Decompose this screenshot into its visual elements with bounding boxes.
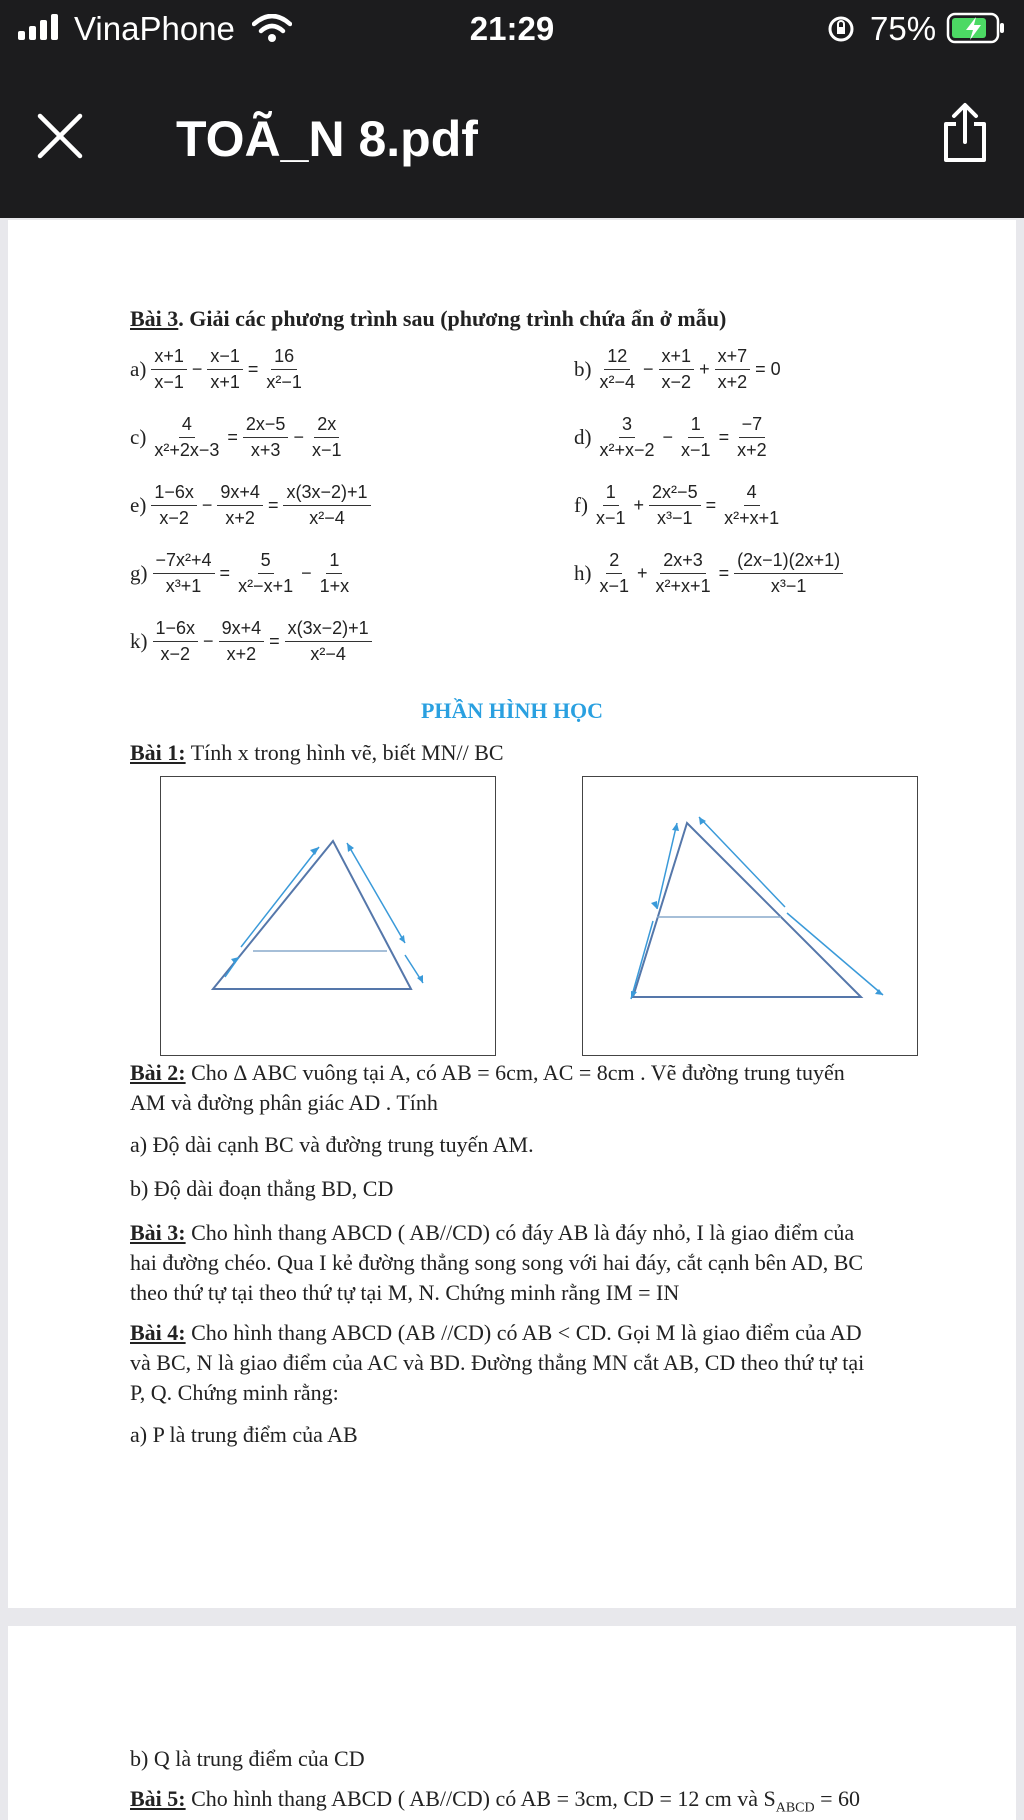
numerator: 5 (258, 550, 274, 574)
triangle-abc (633, 823, 861, 997)
fraction (317, 550, 353, 597)
numerator: 2 (606, 550, 622, 574)
operator: − (191, 359, 203, 379)
fraction (235, 550, 296, 597)
fraction (217, 482, 263, 529)
denominator: x²+x+1 (724, 508, 780, 528)
denominator: x+2 (226, 644, 257, 664)
operator: + (699, 359, 710, 379)
fraction (309, 414, 345, 461)
equation-e (130, 482, 373, 529)
numerator: 2x²−5 (649, 482, 701, 506)
fraction (283, 482, 370, 529)
bai2-part-a: a) Độ dài cạnh BC và đường trung tuyến AM. (130, 1132, 534, 1157)
equation-label: f) (574, 493, 588, 517)
operator: − (643, 359, 654, 379)
numerator: 1 (326, 550, 342, 574)
equation-label: b) (574, 357, 592, 381)
denominator: x²−1 (266, 372, 302, 392)
bai1-text: Bài 1: Tính x trong hình vẽ, biết MN// BC (130, 740, 504, 765)
numerator: 2x (314, 414, 339, 438)
denominator: x−1 (311, 440, 342, 460)
operator: + (633, 495, 645, 515)
document-title: TOÃ_N 8.pdf (176, 111, 478, 167)
numerator: 1−6x (151, 482, 197, 506)
denominator: x+2 (737, 440, 767, 460)
numerator: 1−6x (153, 618, 199, 642)
equation-g (130, 550, 354, 597)
operator: = (227, 427, 238, 447)
operator: − (662, 427, 674, 447)
equation-a (130, 346, 307, 393)
numerator: 3 (619, 414, 635, 438)
bai5-text: Bài 5: Cho hình thang ABCD ( AB//CD) có AB = 3cm, CD = 12 cm và $S_{ABCD} = 60$ (130, 1786, 861, 1816)
close-icon[interactable] (36, 112, 84, 160)
share-icon[interactable] (940, 102, 990, 164)
denominator: x−2 (159, 508, 189, 528)
equation-label: k) (130, 629, 148, 653)
fraction (243, 414, 289, 461)
arrowheads (231, 843, 423, 983)
equation-f (574, 482, 784, 529)
fraction (734, 550, 843, 597)
figure-1 (160, 776, 496, 1056)
fraction (151, 346, 187, 393)
denominator: x+2 (717, 372, 748, 392)
pdf-page-2 (8, 1626, 1016, 1820)
fraction (263, 346, 305, 393)
denominator: x−2 (160, 644, 191, 664)
battery-percent: 75% (870, 10, 937, 47)
fraction (207, 346, 243, 393)
fraction (678, 414, 714, 461)
bai4-part-a: a) P là trung điểm của AB (130, 1422, 358, 1447)
numerator: 4 (179, 414, 195, 438)
bai2-part-b: b) Độ dài đoạn thẳng BD, CD (130, 1176, 394, 1201)
fraction (659, 346, 695, 393)
denominator: x−2 (661, 372, 692, 392)
pdf-page-1 (8, 220, 1016, 1608)
numerator: x+1 (659, 346, 695, 370)
denominator: x²−4 (310, 644, 346, 664)
fraction (285, 618, 372, 665)
status-bar (0, 0, 1024, 56)
numerator: 9x+4 (219, 618, 265, 642)
denominator: x−1 (154, 372, 184, 392)
bai3-heading: Bài 3. Giải các phương trình sau (phương trình chứa ẩn ở mẫu) (130, 306, 727, 331)
arrow-6 (699, 817, 785, 907)
denominator: x+1 (210, 372, 240, 392)
equation-k (130, 618, 374, 665)
carrier-name: VinaPhone (74, 10, 235, 47)
fraction (715, 346, 751, 393)
bai2-text: Bài 2: Cho Δ ABC vuông tại A, có AB = 6cm, AC = 8cm . Vẽ đường trung tuyến AM và đường phân giác AD . Tính (130, 1060, 845, 1115)
numerator: 12 (604, 346, 630, 370)
arrowheads (631, 817, 883, 999)
operator: = 0 (755, 359, 781, 379)
figure-2 (582, 776, 918, 1056)
denominator: x²−x+1 (238, 576, 294, 596)
arrow-x (787, 913, 883, 995)
fraction (219, 618, 265, 665)
operator: + (637, 563, 648, 583)
equation-label: e) (130, 493, 147, 517)
denominator: x+2 (225, 508, 255, 528)
numerator: −7x²+4 (153, 550, 215, 574)
fraction (597, 550, 633, 597)
operator: = (269, 631, 280, 651)
numerator: −7 (739, 414, 766, 438)
fraction (151, 482, 197, 529)
denominator: x²+x+1 (655, 576, 711, 596)
fraction (597, 346, 639, 393)
numerator: 1 (603, 482, 619, 506)
operator: = (705, 495, 717, 515)
bai3-geometry-text: Bài 3: Cho hình thang ABCD ( AB//CD) có đáy AB là đáy nhỏ, I là giao điểm của hai đường chéo. Qua I kẻ đường thẳng song song với hai đáy, cắt cạnh bên AD, BC theo thứ tự tại theo thứ tự tại M, N. Chứng minh rằng IM = IN (130, 1220, 864, 1305)
operator: − (201, 495, 213, 515)
fraction (153, 618, 199, 665)
denominator: x²+x−2 (599, 440, 655, 460)
numerator: x+7 (715, 346, 751, 370)
denominator: x+3 (250, 440, 281, 460)
denominator: x−1 (681, 440, 711, 460)
equation-b (574, 346, 784, 393)
equation-d (574, 414, 772, 461)
numerator: x(3x−2)+1 (283, 482, 370, 506)
fraction (734, 414, 770, 461)
triangle-abc (213, 841, 411, 989)
numerator: x−1 (207, 346, 243, 370)
document-nav-bar (0, 56, 1024, 218)
geometry-section-title: PHẦN HÌNH HỌC (420, 698, 604, 723)
fraction (653, 550, 714, 597)
operator: = (219, 563, 231, 583)
bai4-text: Bài 4: Cho hình thang ABCD (AB //CD) có AB < CD. Gọi M là giao điểm của AD và BC, N là giao điểm của AC và BD. Đường thẳng MN cắt AB, CD theo thứ tự tại P, Q. Chứng minh rằng: (130, 1320, 865, 1405)
operator: − (301, 563, 312, 583)
numerator: 16 (271, 346, 297, 370)
denominator: x²+2x−3 (154, 440, 220, 460)
equation-label: c) (130, 425, 147, 449)
battery-charging-icon (946, 12, 1006, 44)
numerator: 4 (744, 482, 760, 506)
operator: = (718, 427, 730, 447)
numerator: 2x−5 (243, 414, 289, 438)
denominator: 1+x (319, 576, 350, 596)
equation-label: g) (130, 561, 148, 585)
denominator: x²−4 (599, 372, 636, 392)
denominator: x³−1 (770, 576, 807, 596)
fraction (593, 482, 629, 529)
equation-label: h) (574, 561, 592, 585)
numerator: x(3x−2)+1 (285, 618, 372, 642)
equation-h (574, 550, 845, 597)
denominator: x−1 (599, 576, 630, 596)
equation-label: d) (574, 425, 592, 449)
equation-label: a) (130, 357, 147, 381)
operator: − (203, 631, 214, 651)
operator: = (247, 359, 259, 379)
operator: = (267, 495, 279, 515)
fraction (597, 414, 658, 461)
denominator: x³+1 (165, 576, 202, 596)
fraction (153, 550, 215, 597)
fraction (649, 482, 701, 529)
equation-c (130, 414, 346, 461)
fraction (721, 482, 782, 529)
denominator: x³−1 (657, 508, 693, 528)
denominator: x²−4 (309, 508, 345, 528)
numerator: 2x+3 (660, 550, 706, 574)
numerator: 9x+4 (217, 482, 263, 506)
numerator: 1 (688, 414, 704, 438)
bai4-part-b: b) Q là trung điểm của CD (130, 1746, 365, 1771)
operator: = (718, 563, 730, 583)
arrow-8 (347, 843, 405, 943)
operator: − (293, 427, 304, 447)
arrow-4 (631, 921, 653, 999)
fraction (151, 414, 222, 461)
denominator: x−1 (596, 508, 626, 528)
numerator: x+1 (151, 346, 187, 370)
arrow-x (241, 847, 319, 947)
orientation-lock-icon (826, 14, 856, 44)
clock: 21:29 (469, 10, 555, 47)
numerator: (2x−1)(2x+1) (734, 550, 843, 574)
